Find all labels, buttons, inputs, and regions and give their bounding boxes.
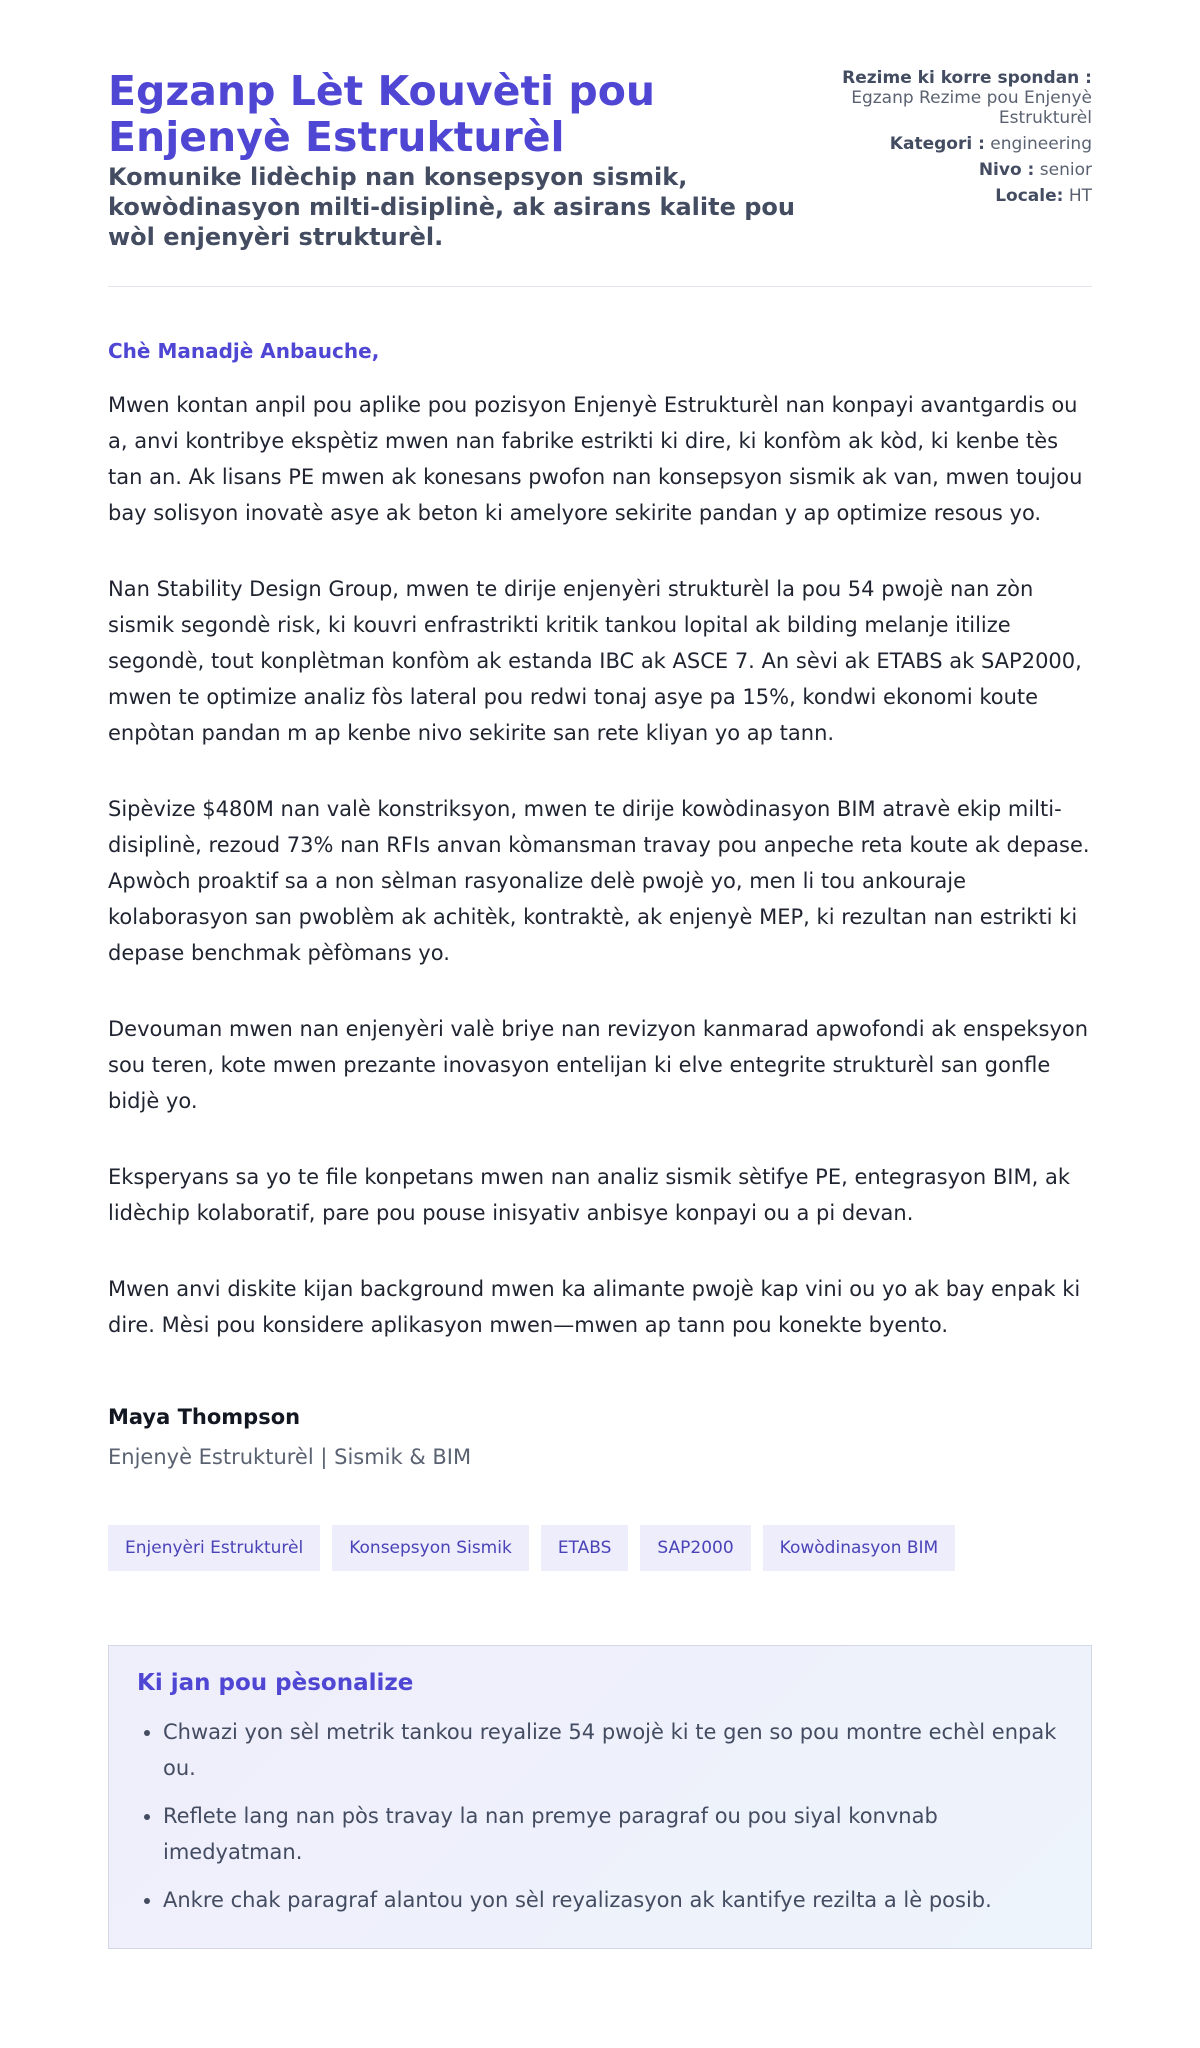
signature-block bbox=[108, 1405, 1092, 1469]
letter-paragraph: Sipèvize $480M nan valè konstriksyon, mwen te dirije kowòdinasyon BIM atravè ekip milti-disiplinè, rezoud 73% nan RFIs anvan kòmansman travay pou anpeche reta koute ak depase. Apwòch proaktif sa a non sèlman rasyonalize delè pwojè yo, men li tou ankouraje kolaborasyon san pwoblèm ak achitèk, kontraktè, ak enjenyè MEP, ki rezultan nan estrikti ki depase benchmak pèfòmans yo. bbox=[108, 797, 1090, 965]
signature-title: Enjenyè Estrukturèl | Sismik & BIM bbox=[108, 1445, 472, 1469]
meta-locale bbox=[803, 186, 1092, 206]
header-divider bbox=[108, 286, 1092, 287]
meta-level-label: Nivo : bbox=[978, 160, 1035, 180]
meta-locale-value: HT bbox=[1068, 186, 1092, 206]
skill-tag: ETABS bbox=[541, 1525, 629, 1571]
skill-tags bbox=[108, 1525, 1092, 1571]
meta-category-value: engineering bbox=[990, 134, 1092, 154]
meta-resume-label: Rezime ki korre spondan : bbox=[842, 68, 1092, 88]
skill-tag: Enjenyèri Estrukturèl bbox=[108, 1525, 320, 1571]
tip-item: • Chwazi yon sèl metrik tankou reyalize 54 pwojè ki te gen so pou montre echèl enpak ou. bbox=[163, 1714, 1063, 1786]
meta-locale-label: Locale: bbox=[995, 186, 1064, 206]
header-left bbox=[108, 68, 803, 252]
letter-body bbox=[108, 339, 1092, 1343]
meta-level bbox=[803, 160, 1092, 180]
letter-paragraph: Nan Stability Design Group, mwen te dirije enjenyèri strukturèl la pou 54 pwojè nan zòn sismik segondè risk, ki kouvri enfrastrikti kritik tankou lopital ak bilding melanje itilize segondè, tout konplètman konfòm ak estanda IBC ak ASCE 7. An sèvi ak ETABS ak SAP2000, mwen te optimize analiz fòs lateral pou redwi tonaj asye pa 15%, kondwi ekonomi koute enpòtan pandan m ap kenbe nivo sekirite san rete kliyan yo ap tann. bbox=[108, 577, 1082, 745]
signature-name: Maya Thompson bbox=[108, 1405, 301, 1429]
meta-level-value: senior bbox=[1039, 160, 1092, 180]
header bbox=[108, 68, 1092, 252]
tips-title: Ki jan pou pèsonalize bbox=[137, 1670, 414, 1696]
customization-tips-box bbox=[108, 1645, 1092, 1949]
salutation: Chè Manadjè Anbauche, bbox=[108, 339, 380, 363]
letter-paragraph: Eksperyans sa yo te file konpetans mwen nan analiz sismik sètifye PE, entegrasyon BIM, ak lidèchip kolaboratif, pare pou pouse inisyativ anbisye konpayi ou a pi devan. bbox=[108, 1165, 1070, 1225]
meta-category bbox=[803, 134, 1092, 154]
page-title: Egzanp Lèt Kouvèti pou Enjenyè Estrukturèl bbox=[108, 67, 656, 161]
meta-panel bbox=[803, 68, 1092, 212]
skill-tag: Konsepsyon Sismik bbox=[332, 1525, 529, 1571]
tip-item: • Reflete lang nan pòs travay la nan premye paragraf ou pou siyal konvnab imedyatman. bbox=[163, 1798, 1063, 1870]
skill-tag: Kowòdinasyon BIM bbox=[763, 1525, 956, 1571]
meta-category-label: Kategori : bbox=[889, 134, 985, 154]
meta-resume bbox=[803, 68, 1092, 128]
page-subtitle: Komunike lidèchip nan konsepsyon sismik, kowòdinasyon milti-disiplinè, ak asirans kalite pou wòl enjenyèri strukturèl. bbox=[108, 163, 795, 251]
letter-paragraph: Devouman mwen nan enjenyèri valè briye nan revizyon kanmarad apwofondi ak enspeksyon sou teren, kote mwen prezante inovasyon entelijan ki elve entegrite strukturèl san gonfle bidjè yo. bbox=[108, 1017, 1089, 1113]
skill-tag: SAP2000 bbox=[640, 1525, 750, 1571]
tips-list bbox=[137, 1714, 1063, 1918]
tip-item: • Ankre chak paragraf alantou yon sèl reyalizasyon ak kantifye rezilta a lè posib. bbox=[163, 1882, 1063, 1918]
letter-paragraph: Mwen kontan anpil pou aplike pou pozisyon Enjenyè Estrukturèl nan konpayi avantgardis ou a, anvi kontribye ekspètiz mwen nan fabrike estrikti ki dire, ki konfòm ak kòd, ki kenbe tès tan an. Ak lisans PE mwen ak konesans pwofon nan konsepsyon sismik ak van, mwen toujou bay solisyon inovatè asye ak beton ki amelyore sekirite pandan y ap optimize resous yo. bbox=[108, 393, 1083, 525]
meta-resume-value: Egzanp Rezime pou Enjenyè Estrukturèl bbox=[851, 88, 1092, 128]
letter-paragraph: Mwen anvi diskite kijan background mwen ka alimante pwojè kap vini ou yo ak bay enpak ki dire. Mèsi pou konsidere aplikasyon mwen—mwen ap tann pou konekte byento. bbox=[108, 1277, 1081, 1337]
